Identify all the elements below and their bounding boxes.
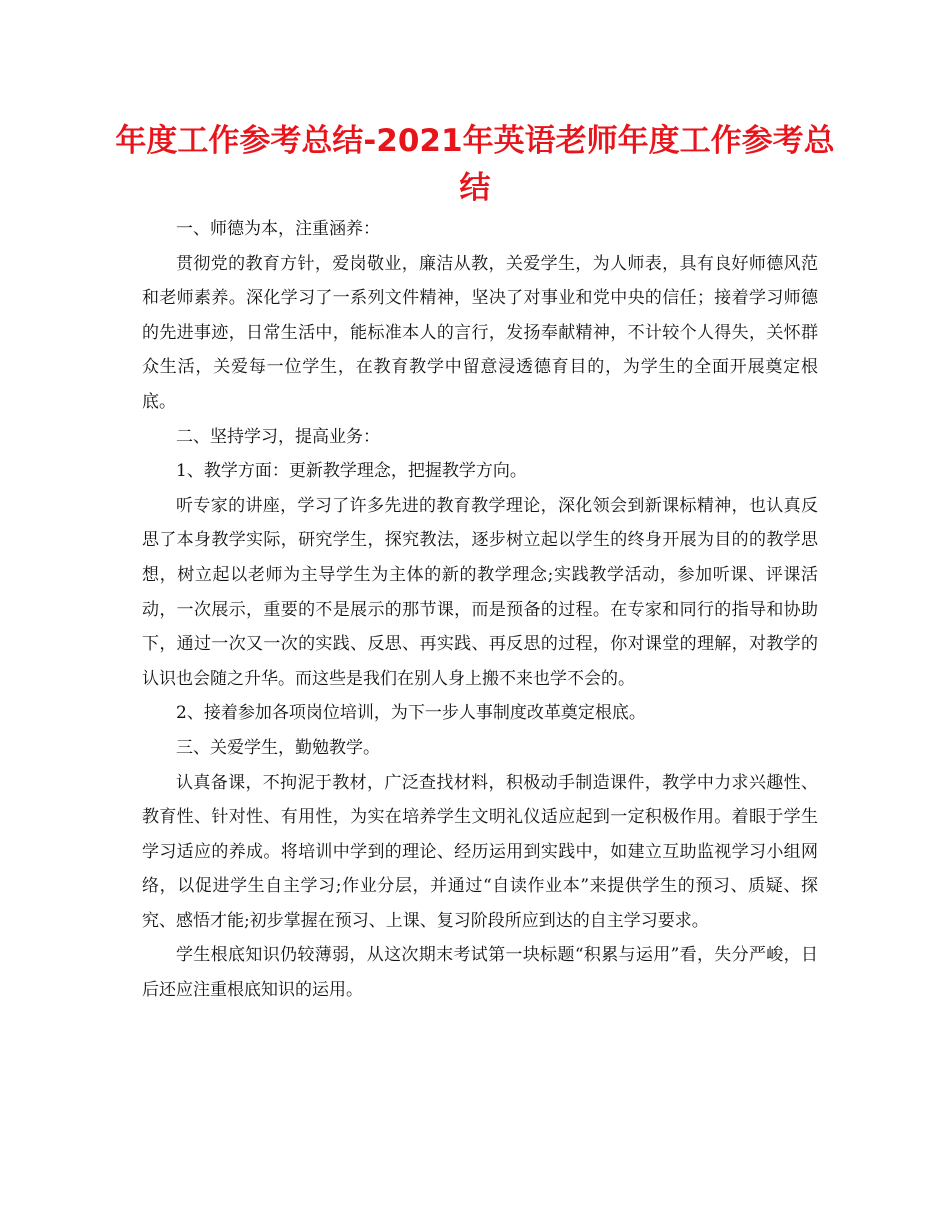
document-body [142, 212, 818, 1008]
section-heading-study: 二、坚持学习，提高业务： [176, 426, 380, 447]
document-title: 年度工作参考总结-2021年英语老师年度工作参考总结 [115, 123, 835, 206]
paragraph-basics: 学生根底知识仍较薄弱，从这次期末考试第一块标题“积累与运用”看，失分严峻，日后还应注重根底知识的运用。 [142, 945, 818, 1001]
paragraph-teaching: 听专家的讲座，学习了许多先进的教育教学理论，深化领会到新课标精神，也认真反思了本身教学实际，研究学生，探究教法，逐步树立起以学生的终身开展为目的的教学思想，树立起以老师为主导学生为主体的新的教学理念;实践教学活动，参加听课、评课活动，一次展示，重要的不是展示的那节课，而是预备的过程。在专家和同行的指导和协助下，通过一次又一次的实践、反思、再实践、再反思的过程，你对课堂的理解，对教学的认识也会随之升华。而这些是我们在别人身上搬不来也学不会的。 [142, 495, 818, 689]
subheading-teaching: 1、教学方面：更新教学理念，把握教学方向。 [176, 461, 527, 482]
paragraph-ethics: 贯彻党的教育方针，爱岗敬业，廉洁从教，关爱学生，为人师表，具有良好师德风范和老师素养。深化学习了一系列文件精神，坚决了对事业和党中央的信任；接着学习师德的先进事迹，日常生活中，能标准本人的言行，发扬奉献精神，不计较个人得失，关怀群众生活，关爱每一位学生，在教育教学中留意浸透德育目的，为学生的全面开展奠定根底。 [142, 253, 818, 412]
paragraph-lesson-prep: 认真备课，不拘泥于教材，广泛查找材料，积极动手制造课件，教学中力求兴趣性、教育性、针对性、有用性，为实在培养学生文明礼仪适应起到一定积极作用。着眼于学生学习适应的养成。将培训中学到的理论、经历运用到实践中，如建立互助监视学习小组网络，以促进学生自主学习;作业分层，并通过“自读作业本”来提供学生的预习、质疑、探究、感悟才能;初步掌握在预习、上课、复习阶段所应到达的自主学习要求。 [142, 772, 818, 931]
section-heading-students: 三、关爱学生，勤勉教学。 [176, 737, 380, 758]
section-heading-ethics: 一、师德为本，注重涵养： [176, 219, 380, 239]
subheading-training: 2、接着参加各项岗位培训，为下一步人事制度改革奠定根底。 [176, 703, 646, 724]
